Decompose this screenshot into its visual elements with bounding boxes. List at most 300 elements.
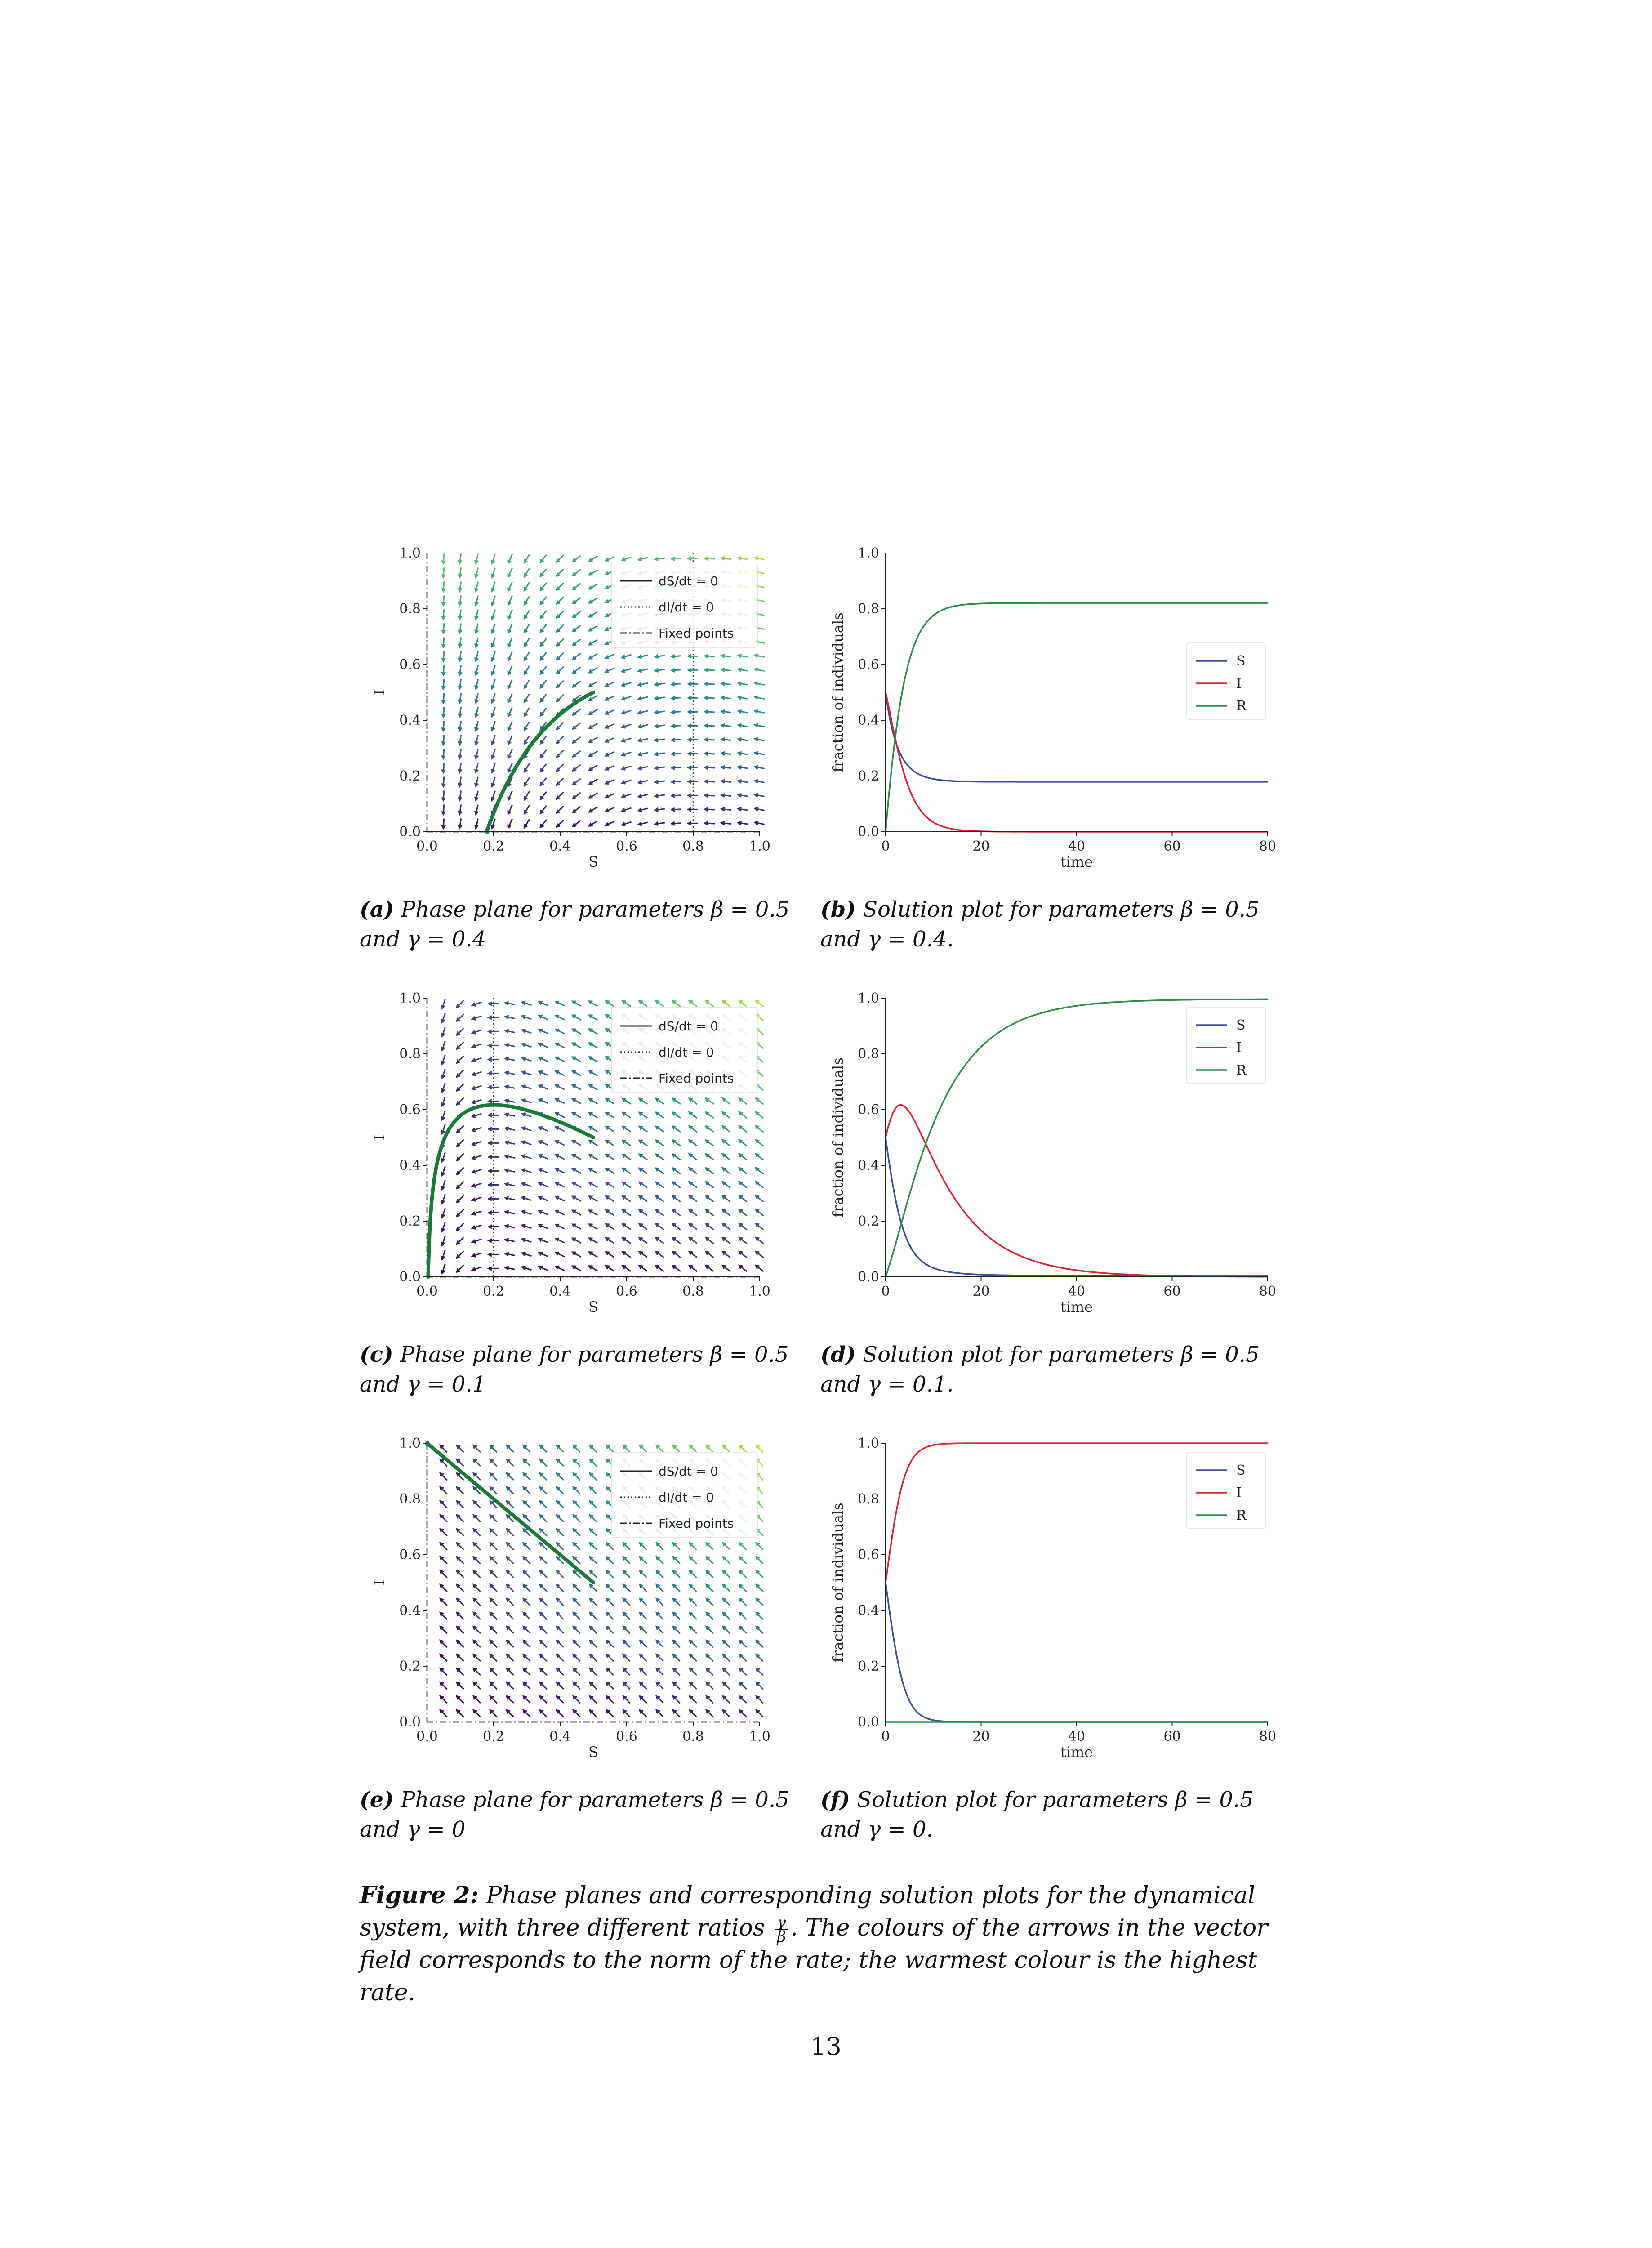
vector-arrow: [557, 1655, 564, 1662]
x-tick-label: 0.2: [483, 1729, 504, 1744]
vector-arrow: [540, 1627, 547, 1634]
y-tick-label: 1.0: [858, 1436, 879, 1451]
vector-arrow: [656, 1571, 663, 1578]
vector-arrow: [623, 1599, 630, 1606]
vector-arrow: [573, 1710, 580, 1717]
vector-arrow: [739, 1599, 747, 1606]
vector-arrow: [457, 1209, 464, 1217]
figure-caption-text-end: . The colours of the arrows in the vector field corresponds to the norm of the rate; the warmest colour is the highest rate.: [360, 1914, 1268, 2006]
vector-arrow: [756, 1543, 763, 1550]
x-tick-label: 80: [1259, 839, 1277, 854]
y-tick-label: 0.4: [399, 1158, 421, 1173]
vector-arrow: [706, 1599, 713, 1606]
x-axis-label: S: [588, 853, 598, 870]
vector-arrow: [623, 1627, 630, 1634]
y-tick-label: 0.6: [399, 657, 421, 673]
subfigure-text: Solution plot for parameters β = 0.5 and γ = 0.4.: [820, 897, 1260, 952]
vector-arrow: [690, 1641, 697, 1648]
vector-arrow: [723, 1599, 730, 1606]
vector-arrow: [457, 1557, 464, 1564]
legend: [1187, 1452, 1265, 1529]
x-tick-label: 0.8: [682, 1284, 704, 1299]
vector-arrow: [457, 1014, 464, 1021]
vector-arrow: [557, 1585, 564, 1592]
y-tick-label: 0.2: [399, 1659, 421, 1674]
vector-arrow: [490, 1710, 497, 1717]
vector-arrow: [606, 1613, 614, 1620]
x-tick-label: 0.0: [416, 1729, 438, 1744]
x-axis-label: time: [1060, 1744, 1093, 1761]
vector-arrow: [523, 1668, 530, 1676]
vector-arrow: [656, 1543, 663, 1550]
vector-arrow: [673, 1641, 680, 1648]
vector-arrow: [723, 1557, 730, 1564]
vector-arrow: [723, 1585, 730, 1592]
solution-chart-b: [818, 531, 1286, 886]
vector-arrow: [557, 1710, 564, 1717]
vector-arrow: [656, 1613, 663, 1620]
x-axis-label: S: [588, 1298, 598, 1316]
subfigure-text: Solution plot for parameters β = 0.5 and γ = 0.1.: [820, 1342, 1260, 1397]
vector-arrow: [440, 1627, 447, 1634]
vector-arrow: [540, 1613, 547, 1620]
vector-arrow: [557, 1682, 564, 1690]
vector-arrow: [690, 1710, 697, 1717]
x-tick-label: 40: [1068, 1729, 1086, 1744]
vector-arrow: [640, 1543, 647, 1550]
subfigure-text: Phase plane for parameters β = 0.5 and γ = 0.1: [360, 1342, 789, 1397]
vector-arrow: [523, 1696, 530, 1704]
vector-arrow: [473, 1696, 481, 1704]
vector-arrow: [706, 1557, 713, 1564]
series-line-I: [886, 1105, 1268, 1277]
subfigure-caption-e: [360, 1785, 800, 1844]
vector-arrow: [490, 1459, 497, 1467]
y-tick-label: 0.6: [858, 1547, 879, 1563]
vector-arrow: [690, 1445, 697, 1453]
vector-arrow: [756, 1445, 763, 1453]
legend-box: [1187, 1007, 1265, 1084]
vector-arrow: [540, 1655, 547, 1662]
x-tick-label: 0.2: [483, 839, 504, 854]
x-tick-label: 0: [881, 1729, 890, 1744]
vector-arrow: [523, 1487, 530, 1494]
vector-arrow: [540, 1473, 547, 1481]
vector-arrow: [490, 1543, 497, 1550]
vector-arrow: [573, 1682, 580, 1690]
vector-arrow: [590, 1655, 597, 1662]
vector-arrow: [523, 1459, 530, 1467]
legend-entry: S: [1236, 1017, 1246, 1033]
vector-arrow: [723, 1641, 730, 1648]
vector-arrow: [656, 1682, 663, 1690]
y-tick-label: 0.0: [858, 1714, 879, 1730]
x-tick-label: 1.0: [749, 1729, 770, 1744]
figure-caption: [360, 1879, 1295, 2009]
vector-arrow: [490, 1599, 497, 1606]
vector-arrow: [590, 1641, 597, 1648]
vector-arrow: [473, 1571, 481, 1578]
vector-arrow: [590, 1473, 597, 1481]
vector-arrow: [739, 1682, 747, 1690]
solution-chart-f: [818, 1421, 1286, 1776]
y-tick-label: 0.4: [399, 713, 421, 728]
vector-arrow: [490, 1682, 497, 1690]
vector-arrow: [656, 1641, 663, 1648]
vector-arrow: [507, 1571, 514, 1578]
vector-arrow: [557, 625, 564, 632]
vector-arrow: [457, 1459, 464, 1467]
vector-arrow: [490, 1627, 497, 1634]
subfigure-text: Solution plot for parameters β = 0.5 and γ = 0.: [820, 1787, 1254, 1842]
vector-arrow: [440, 1641, 447, 1648]
trajectory-line: [428, 1105, 594, 1277]
legend-entry: R: [1236, 698, 1247, 714]
vector-arrow: [490, 1696, 497, 1704]
vector-arrow: [756, 1668, 763, 1676]
vector-arrow: [557, 597, 564, 604]
x-tick-label: 0.4: [549, 839, 571, 854]
vector-arrow: [590, 1682, 597, 1690]
vector-arrow: [723, 1543, 730, 1550]
vector-arrow: [457, 1098, 464, 1105]
vector-arrow: [540, 1459, 547, 1467]
vector-arrow: [473, 1627, 481, 1634]
y-tick-label: 0.6: [858, 1102, 879, 1118]
vector-arrow: [490, 1641, 497, 1648]
vector-arrow: [640, 1599, 647, 1606]
vector-arrow: [756, 1599, 763, 1606]
y-tick-label: 0.6: [399, 1547, 421, 1563]
y-tick-label: 0.0: [858, 1269, 879, 1285]
vector-arrow: [739, 1668, 747, 1676]
vector-arrow: [440, 1445, 447, 1453]
vector-arrow: [673, 1655, 680, 1662]
subfigure-label: (f): [820, 1787, 850, 1812]
vector-arrow: [490, 1655, 497, 1662]
vector-arrow: [557, 778, 564, 785]
vector-arrow: [573, 1445, 580, 1453]
vector-arrow: [473, 1515, 481, 1522]
vector-arrow: [473, 1557, 481, 1564]
vector-arrow: [723, 1571, 730, 1578]
subfigure-caption-d: [820, 1340, 1292, 1399]
vector-arrow: [540, 1445, 547, 1453]
vector-arrow: [457, 1168, 464, 1175]
vector-arrow: [673, 1682, 680, 1690]
vector-arrow: [590, 1585, 597, 1592]
y-tick-label: 1.0: [399, 1436, 421, 1451]
x-tick-label: 1.0: [749, 1284, 770, 1299]
vector-arrow: [473, 1459, 481, 1467]
vector-arrow: [590, 1613, 597, 1620]
vector-arrow: [473, 1599, 481, 1606]
legend-entry: dS/dt = 0: [659, 1464, 718, 1479]
vector-arrow: [507, 1557, 514, 1564]
vector-arrow: [507, 1529, 514, 1536]
vector-arrow: [590, 1696, 597, 1704]
y-tick-label: 1.0: [399, 545, 421, 561]
vector-arrow: [523, 1599, 530, 1606]
vector-arrow: [457, 1265, 464, 1272]
vector-arrow: [690, 1627, 697, 1634]
vector-arrow: [457, 1154, 464, 1161]
vector-arrow: [473, 1445, 481, 1453]
vector-arrow: [590, 1515, 597, 1522]
x-tick-label: 20: [972, 1729, 990, 1744]
vector-arrow: [440, 1599, 447, 1606]
vector-arrow: [540, 1696, 547, 1704]
vector-arrow: [640, 1696, 647, 1704]
x-tick-label: 0.0: [416, 1284, 438, 1299]
vector-arrow: [523, 1445, 530, 1453]
vector-arrow: [440, 1696, 447, 1704]
legend-entry: dS/dt = 0: [659, 1019, 718, 1034]
legend-entry: S: [1236, 1463, 1246, 1478]
vector-arrow: [673, 1627, 680, 1634]
subfigure-label: (d): [820, 1342, 856, 1367]
vector-arrow: [490, 1487, 497, 1494]
figure-label: Figure 2:: [360, 1882, 479, 1909]
x-tick-label: 0.2: [483, 1284, 504, 1299]
vector-arrow: [606, 1641, 614, 1648]
legend-entry: dI/dt = 0: [659, 600, 714, 615]
y-tick-label: 0.0: [399, 1269, 421, 1285]
vector-arrow: [540, 1557, 547, 1564]
vector-arrow: [507, 1682, 514, 1690]
subfigure-text: Phase plane for parameters β = 0.5 and γ = 0.4: [360, 897, 790, 952]
vector-arrow: [656, 1599, 663, 1606]
vector-arrow: [523, 1627, 530, 1634]
vector-arrow: [507, 1641, 514, 1648]
vector-arrow: [573, 1459, 580, 1467]
vector-arrow: [557, 569, 564, 576]
vector-arrow: [739, 1655, 747, 1662]
vector-arrow: [457, 1237, 464, 1244]
vector-arrow: [457, 1543, 464, 1550]
ratio-numerator: γ: [775, 1916, 788, 1930]
vector-arrow: [523, 1585, 530, 1592]
vector-arrow: [573, 1641, 580, 1648]
vector-arrow: [623, 1641, 630, 1648]
vector-arrow: [440, 1543, 447, 1550]
vector-arrow: [507, 1599, 514, 1606]
subfigure-caption-a: [360, 895, 800, 954]
vector-arrow: [573, 1543, 580, 1550]
vector-arrow: [523, 1682, 530, 1690]
vector-arrow: [507, 1655, 514, 1662]
vector-arrow: [723, 1696, 730, 1704]
vector-arrow: [573, 1585, 580, 1592]
y-axis-label: I: [371, 1134, 388, 1141]
vector-arrow: [656, 1445, 663, 1453]
vector-arrow: [523, 1710, 530, 1717]
x-tick-label: 0.8: [682, 1729, 704, 1744]
vector-arrow: [557, 667, 564, 674]
vector-arrow: [557, 681, 564, 688]
vector-arrow: [473, 1655, 481, 1662]
vector-arrow: [507, 1585, 514, 1592]
vector-arrow: [756, 1710, 763, 1717]
vector-arrow: [590, 1445, 597, 1453]
vector-arrow: [473, 1473, 481, 1481]
vector-arrow: [440, 1585, 447, 1592]
x-tick-label: 0.6: [616, 1729, 637, 1744]
vector-arrow: [457, 1070, 464, 1077]
vector-arrow: [523, 1473, 530, 1481]
vector-arrow: [739, 1571, 747, 1578]
vector-arrow: [756, 1585, 763, 1592]
vector-arrow: [540, 1682, 547, 1690]
x-tick-label: 1.0: [749, 839, 770, 854]
vector-arrow: [523, 1557, 530, 1564]
x-tick-label: 0.6: [616, 839, 637, 854]
vector-arrow: [573, 1529, 580, 1536]
vector-arrow: [706, 1585, 713, 1592]
vector-arrow: [457, 1084, 464, 1091]
y-tick-label: 0.6: [399, 1102, 421, 1118]
vector-arrow: [606, 1668, 614, 1676]
vector-arrow: [507, 1613, 514, 1620]
vector-arrow: [590, 1710, 597, 1717]
vector-arrow: [523, 1571, 530, 1578]
vector-arrow: [557, 792, 564, 799]
vector-arrow: [706, 1696, 713, 1704]
y-tick-label: 0.8: [399, 601, 421, 617]
vector-arrow: [573, 1473, 580, 1481]
vector-arrow: [606, 1445, 614, 1453]
y-axis-label: I: [371, 1579, 388, 1586]
vector-arrow: [540, 1571, 547, 1578]
vector-arrow: [490, 1557, 497, 1564]
y-tick-label: 0.4: [858, 713, 879, 728]
y-tick-label: 0.8: [858, 1491, 879, 1507]
vector-arrow: [656, 1585, 663, 1592]
vector-arrow: [590, 1627, 597, 1634]
y-tick-label: 0.2: [858, 768, 879, 784]
vector-arrow: [557, 736, 564, 744]
vector-arrow: [557, 1529, 564, 1536]
vector-arrow: [440, 1487, 447, 1494]
vector-arrow: [756, 1571, 763, 1578]
vector-arrow: [606, 1655, 614, 1662]
vector-arrow: [723, 1710, 730, 1717]
vector-arrow: [473, 1682, 481, 1690]
legend-entry: I: [1236, 1485, 1242, 1501]
y-tick-label: 0.4: [858, 1158, 879, 1173]
vector-arrow: [573, 1501, 580, 1508]
vector-arrow: [623, 1655, 630, 1662]
x-tick-label: 0.0: [416, 839, 438, 854]
vector-arrow: [656, 1668, 663, 1676]
vector-arrow: [640, 1627, 647, 1634]
trajectory-line: [427, 1443, 593, 1583]
ratio-denominator: β: [777, 1927, 786, 1946]
vector-arrow: [440, 1668, 447, 1676]
phase-plane-chart-c: [351, 976, 791, 1331]
vector-arrow: [440, 1515, 447, 1522]
vector-arrow: [457, 1627, 464, 1634]
vector-arrow: [573, 1599, 580, 1606]
vector-arrow: [606, 1696, 614, 1704]
vector-arrow: [673, 1557, 680, 1564]
vector-arrow: [623, 1613, 630, 1620]
phase-plane-chart-a: [351, 531, 791, 886]
series-line-S: [886, 1137, 1268, 1276]
vector-arrow: [490, 1668, 497, 1676]
vector-arrow: [723, 1627, 730, 1634]
vector-arrow: [673, 1668, 680, 1676]
legend: [611, 1007, 757, 1093]
legend-entry: Fixed points: [659, 1516, 734, 1531]
vector-arrow: [573, 1487, 580, 1494]
vector-arrow: [656, 1710, 663, 1717]
y-tick-label: 0.8: [858, 1046, 879, 1062]
vector-arrow: [440, 1529, 447, 1536]
vector-arrow: [473, 1710, 481, 1717]
vector-arrow: [673, 1613, 680, 1620]
figure-caption-text: Phase planes and corresponding solution plots for the dynamical system, with three different ratios: [360, 1882, 1256, 1941]
x-axis-label: time: [1060, 1298, 1093, 1316]
vector-arrow: [540, 1668, 547, 1676]
vector-arrow: [457, 1682, 464, 1690]
y-tick-label: 0.2: [858, 1213, 879, 1229]
y-tick-label: 0.6: [858, 657, 879, 673]
vector-arrow: [490, 1515, 497, 1522]
y-tick-label: 0.2: [399, 1213, 421, 1229]
subfigure-label: (c): [360, 1342, 393, 1367]
vector-arrow: [623, 1696, 630, 1704]
vector-arrow: [723, 1655, 730, 1662]
vector-arrow: [656, 1627, 663, 1634]
vector-arrow: [739, 1543, 747, 1550]
vector-arrow: [507, 1543, 514, 1550]
vector-arrow: [640, 1668, 647, 1676]
x-tick-label: 0: [881, 839, 890, 854]
vector-arrow: [490, 1613, 497, 1620]
vector-arrow: [756, 1641, 763, 1648]
y-tick-label: 0.8: [399, 1046, 421, 1062]
vector-arrow: [557, 1627, 564, 1634]
vector-arrow: [573, 1627, 580, 1634]
vector-arrow: [557, 1641, 564, 1648]
vector-arrow: [656, 1557, 663, 1564]
vector-arrow: [507, 1710, 514, 1717]
vector-arrow: [690, 1655, 697, 1662]
vector-arrow: [490, 1529, 497, 1536]
vector-arrow: [457, 1613, 464, 1620]
vector-arrow: [507, 1487, 514, 1494]
x-tick-label: 60: [1163, 1284, 1181, 1299]
vector-arrow: [656, 1696, 663, 1704]
vector-arrow: [557, 1571, 564, 1578]
vector-arrow: [457, 1445, 464, 1453]
vector-arrow: [656, 1655, 663, 1662]
vector-arrow: [557, 1668, 564, 1676]
vector-arrow: [557, 1445, 564, 1453]
vector-arrow: [490, 1445, 497, 1453]
y-tick-label: 0.8: [399, 1491, 421, 1507]
y-tick-label: 1.0: [858, 990, 879, 1006]
vector-arrow: [723, 1668, 730, 1676]
vector-arrow: [523, 1655, 530, 1662]
vector-arrow: [457, 1126, 464, 1133]
vector-arrow: [540, 1710, 547, 1717]
legend-entry: dI/dt = 0: [659, 1490, 714, 1505]
vector-arrow: [739, 1557, 747, 1564]
legend-box: [1187, 643, 1265, 719]
subfigure-caption-b: [820, 895, 1292, 954]
